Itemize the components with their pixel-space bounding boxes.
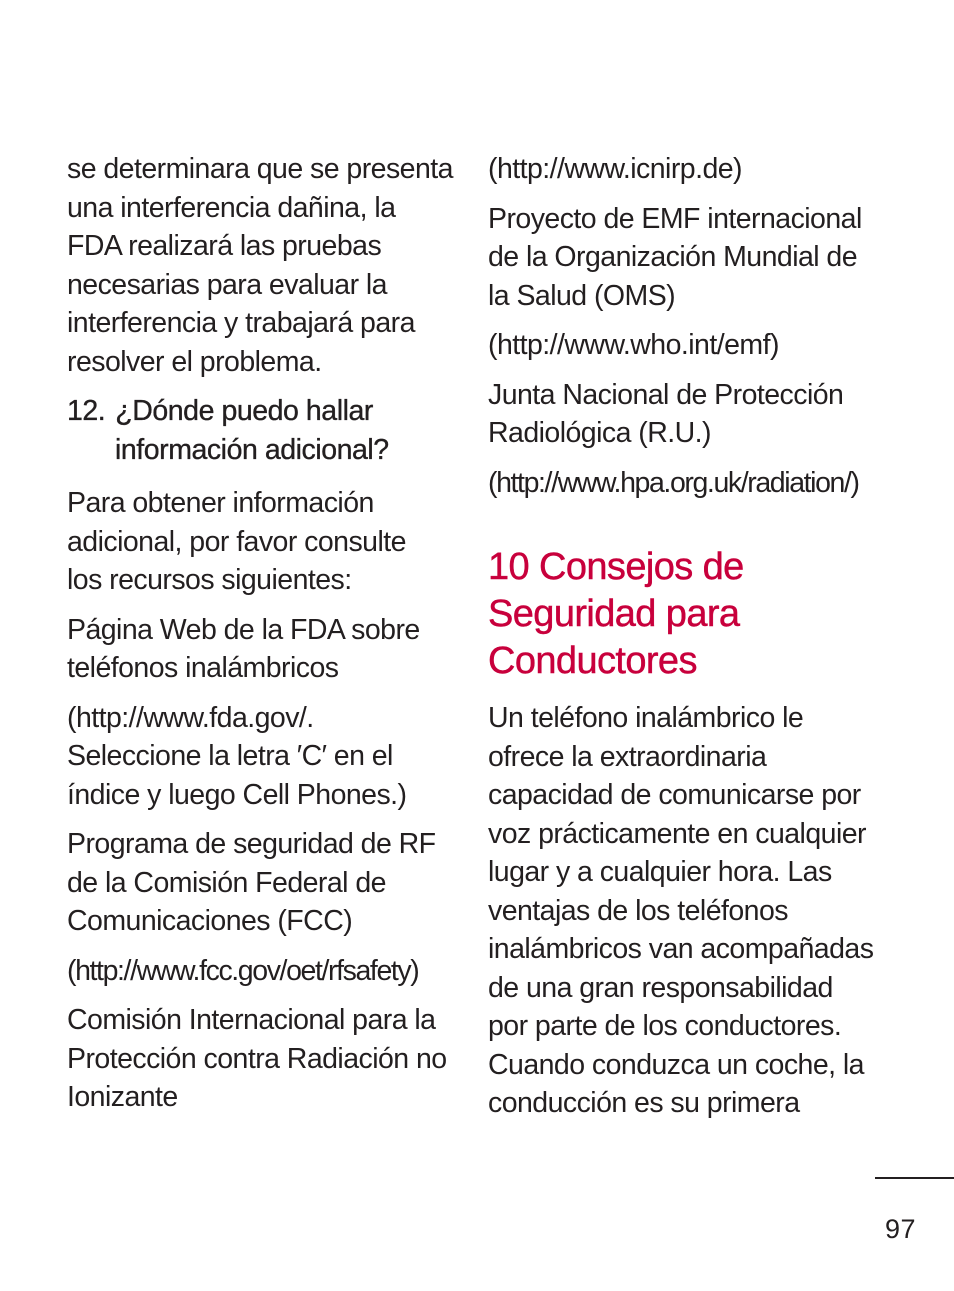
icnirp-url: (http://www.icnirp.de) bbox=[488, 153, 742, 185]
who-url: (http://www.who.int/emf) bbox=[488, 329, 779, 361]
question-number: 12. bbox=[67, 395, 106, 427]
resource-fcc: Programa de seguridad de RF de la Comisión Federal de Comunicaciones (FCC) bbox=[67, 828, 436, 937]
page-number: 97 bbox=[884, 1214, 916, 1244]
hpa-url: (http://www.hpa.org.uk/radiation/) bbox=[488, 466, 859, 499]
resource-nrpb: Junta Nacional de Protección Radiológica (R.U.) bbox=[488, 378, 844, 449]
left-column bbox=[67, 150, 457, 1128]
resource-who: Proyecto de EMF internacional de la Organización Mundial de la Salud (OMS) bbox=[488, 202, 862, 312]
section-title: 10 Consejos de Seguridad para Conductores bbox=[488, 546, 744, 682]
footer-divider bbox=[875, 1177, 954, 1179]
resource-fda: Página Web de la FDA sobre teléfonos inalámbricos bbox=[67, 613, 420, 684]
paragraph-interference: se determinara que se presenta una interferencia dañina, la FDA realizará las pruebas necesarias para evaluar la interferencia y trabajará para resolver el problema. bbox=[67, 153, 453, 378]
fda-url: (http://www.fda.gov/. bbox=[67, 701, 314, 734]
question-12-heading: 12. ¿Dónde puedo hallar información adicional? bbox=[67, 395, 389, 466]
resource-icnirp: Comisión Internacional para la Protección contra Radiación no Ionizante bbox=[67, 1004, 447, 1113]
right-column bbox=[488, 150, 878, 1134]
resource-fda-link: (http://www.fda.gov/. Seleccione la letra ′C′ en el índice y luego Cell Phones.) bbox=[67, 699, 457, 815]
fcc-url: (http://www.fcc.gov/oet/rfsafety) bbox=[67, 954, 419, 987]
paragraph-more-info: Para obtener información adicional, por favor consulte los recursos siguientes: bbox=[67, 487, 406, 596]
paragraph-driver-safety: Un teléfono inalámbrico le ofrece la extraordinaria capacidad de comunicarse por voz prácticamente en cualquier lugar y a cualquier hora. Las ventajas de los teléfonos inalámbricos van acompañadas de una gran responsabilidad por parte de los conductores. Cuando conduzca un coche, la conducción es su primera bbox=[488, 702, 874, 1119]
